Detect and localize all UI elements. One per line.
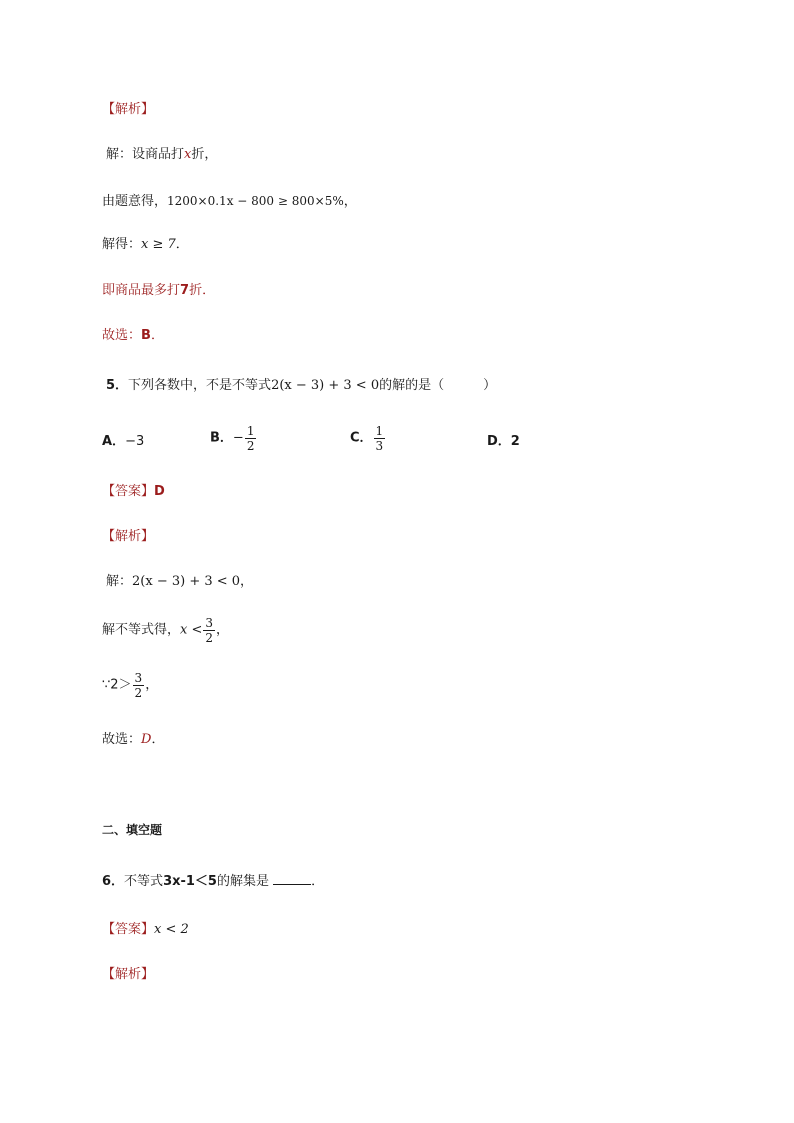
section-title: 二、填空题 <box>102 823 163 837</box>
analysis-label: 【解析】 <box>102 102 155 117</box>
option-b: B．− $\frac{1}{2}$ <box>210 424 255 453</box>
question-6: 6．不等式3x-1＜5的解集是 ． <box>102 870 324 892</box>
fraction: $\frac{3}{2}$ <box>134 671 143 700</box>
analysis-label: 【解析】 <box>102 529 155 544</box>
solution-line-5: 故选：B． <box>102 328 164 343</box>
q5-solution-line-3: ∵2＞ $\frac{3}{2}$ ， <box>102 671 159 700</box>
solution-line-3: 解得：x ≥ 7． <box>102 237 189 252</box>
fraction: $\frac{1}{2}$ <box>246 424 255 453</box>
solution-line-2: 由题意得，1200×0.1x − 800 ≥ 800×5%， <box>102 194 357 209</box>
fraction: $\frac{1}{3}$ <box>375 424 384 453</box>
option-c: C． $\frac{1}{3}$ <box>350 424 384 453</box>
q5-solution-line-4: 故选：D． <box>102 732 165 747</box>
question-5: 5．下列各数中，不是不等式2(x − 3) + 3 < 0的解的是（ ） <box>106 378 497 393</box>
option-a: A．−3 <box>102 434 145 449</box>
q5-solution-line-1: 解：2(x − 3) + 3 < 0， <box>106 574 254 589</box>
analysis-label: 【解析】 <box>102 967 155 982</box>
solution-line-4: 即商品最多打7折． <box>102 283 216 298</box>
q5-solution-line-2: 解不等式得，x < $\frac{3}{2}$ ， <box>102 616 230 645</box>
fraction: $\frac{3}{2}$ <box>205 616 214 645</box>
answer-line: 【答案】x < 2 <box>102 922 189 937</box>
answer-line: 【答案】D <box>102 484 165 499</box>
answer-blank[interactable] <box>273 870 311 885</box>
solution-line-1: 解：设商品打x折， <box>106 147 218 162</box>
option-d: D．2 <box>487 434 520 449</box>
